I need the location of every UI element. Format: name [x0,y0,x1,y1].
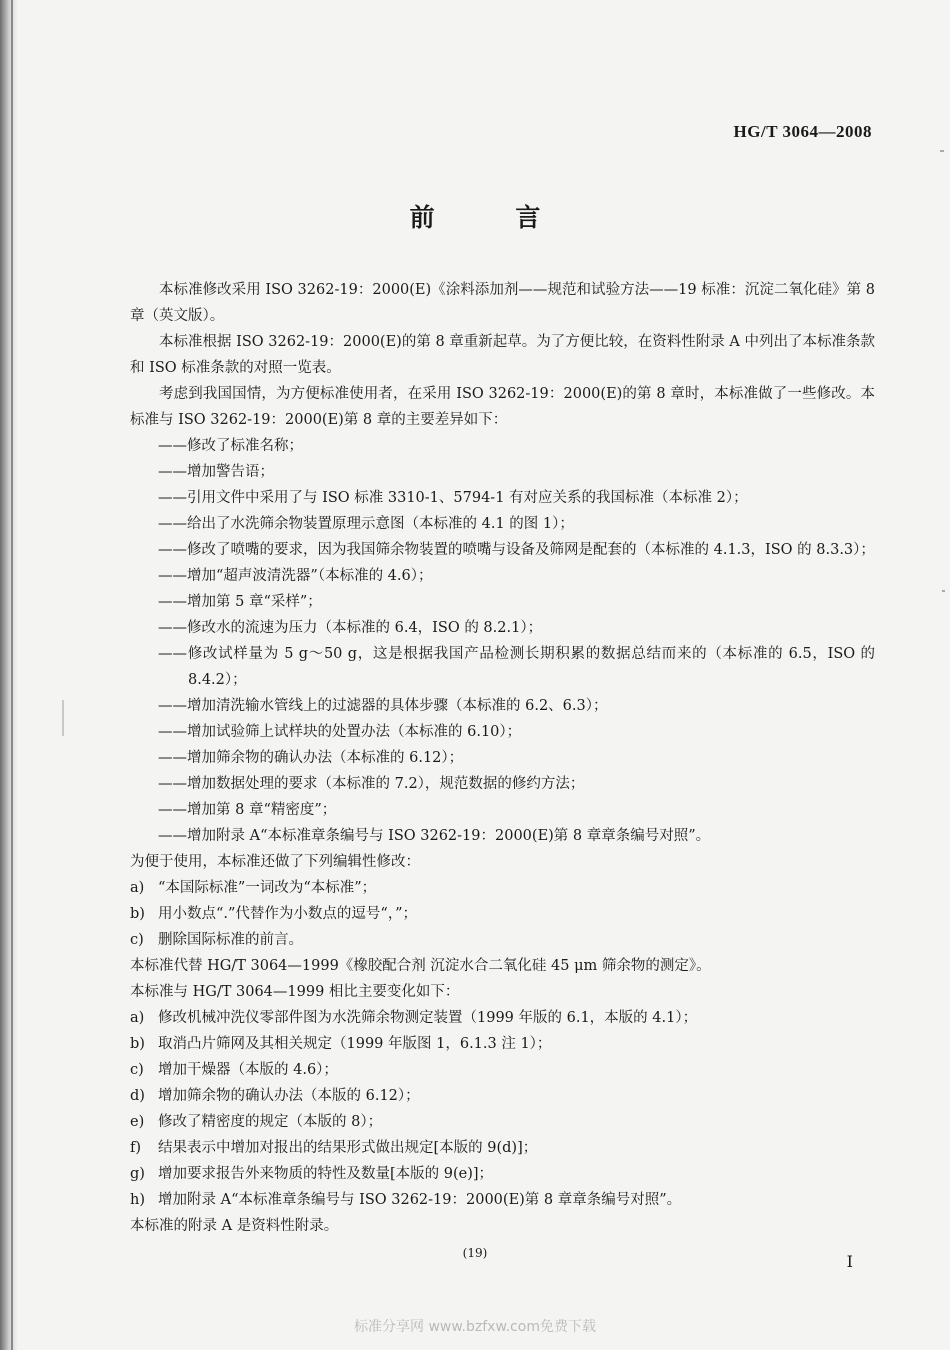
list-item [130,901,875,927]
item-text: 取消凸片筛网及其相关规定（1999 年版图 1，6.1.3 注 1）； [158,1036,552,1052]
list-item: ——修改了喷嘴的要求，因为我国筛余物装置的喷嘴与设备及筛网是配套的（本标准的 4.1.3，ISO 的 8.3.3）； [158,542,875,558]
item-text: 增加干燥器（本版的 4.6）； [158,1062,338,1078]
item-text: 删除国际标准的前言。 [158,932,303,948]
list-item: ——增加筛余物的确认办法（本标准的 6.12）； [158,750,464,766]
page-number: (19) [462,1246,488,1260]
item-text: 增加要求报告外来物质的特性及数量[本版的 9(e)]； [158,1166,494,1182]
list-item: ——增加警告语； [158,464,274,480]
standard-code: HG/T 3064—2008 [733,122,872,141]
replaces-statement: 本标准代替 HG/T 3064—1999《橡胶配合剂 沉淀水合二氧化硅 45 μm 筛余物的测定》。 [130,958,711,974]
item-label: b) [130,906,145,922]
list-item: ——增加清洗输水管线上的过滤器的具体步骤（本标准的 6.2、6.3）； [158,698,608,714]
list-item [130,1083,875,1109]
paragraph-modifications: 考虑到我国国情，为方便标准使用者，在采用 ISO 3262-19：2000(E)的第 8 章时，本标准做了一些修改。本标准与 ISO 3262-19：2000(E)第 8 章的主要差异如下： [130,386,875,428]
list-item: ——引用文件中采用了与 ISO 标准 3310-1、5794-1 有对应关系的我国标准（本标准 2）； [158,490,748,506]
list-item: ——增加附录 A“本标准章条编号与 ISO 3262-19：2000(E)第 8 章章条编号对照”。 [158,828,711,844]
list-item [130,875,875,901]
item-label: f) [130,1140,142,1156]
list-item: ——修改了标准名称； [158,438,303,454]
item-label: c) [130,1062,144,1078]
editorial-intro: 为便于使用，本标准还做了下列编辑性修改： [130,854,420,870]
item-label: e) [130,1114,145,1130]
list-item: ——增加试验筛上试样块的处置办法（本标准的 6.10）； [158,724,522,740]
annex-note: 本标准的附录 A 是资料性附录。 [130,1218,339,1234]
item-label: d) [130,1088,145,1104]
item-label: a) [130,880,145,896]
list-item: ——增加第 8 章“精密度”； [158,802,337,818]
list-item [130,1135,875,1161]
list-item [130,1187,875,1213]
list-item [130,1109,875,1135]
item-label: a) [130,1010,145,1026]
list-item: ——增加“超声波清洗器”（本标准的 4.6）； [158,568,433,584]
item-text: 修改机械冲洗仪零部件图为水洗筛余物测定装置（1999 年版的 6.1，本版的 4.1）； [158,1010,698,1026]
list-item: ——修改水的流速为压力（本标准的 6.4，ISO 的 8.2.1）； [158,620,543,636]
foreword-body [130,277,875,1239]
list-item: ——修改试样量为 5 g～50 g，这是根据我国产品检测长期积累的数据总结而来的（本标准的 6.5，ISO 的 8.4.2）； [158,646,875,688]
list-item [130,927,875,953]
watermark: 标准分享网 www.bzfxw.com免费下载 [354,1319,596,1335]
editorial-changes-list [130,875,875,953]
item-label: c) [130,932,144,948]
roman-page-number: I [846,1252,853,1271]
differences-list [130,433,875,849]
item-text: 结果表示中增加对报出的结果形式做出规定[本版的 9(d)]； [158,1140,538,1156]
list-item [130,1161,875,1187]
scan-speck [940,150,944,152]
item-label: g) [130,1166,145,1182]
scan-speck [62,700,64,736]
item-label: h) [130,1192,145,1208]
list-item: ——增加第 5 章“采样”； [158,594,322,610]
scan-speck [942,590,945,592]
list-item [130,1005,875,1031]
item-text: “本国际标准”一词改为“本标准”； [158,880,377,896]
paragraph-redrafting: 本标准根据 ISO 3262-19：2000(E)的第 8 章重新起草。为了方便比较，在资料性附录 A 中列出了本标准条款和 ISO 标准条款的对照一览表。 [130,334,875,376]
page-title: 前 言 [409,203,577,232]
changes-list [130,1005,875,1213]
item-text: 用小数点“.”代替作为小数点的逗号“，”； [158,906,418,922]
item-text: 修改了精密度的规定（本版的 8）； [158,1114,383,1130]
list-item [130,1031,875,1057]
item-text: 增加附录 A“本标准章条编号与 ISO 3262-19：2000(E)第 8 章章条编号对照”。 [158,1192,682,1208]
list-item: ——给出了水洗筛余物装置原理示意图（本标准的 4.1 的图 1）； [158,516,574,532]
item-text: 增加筛余物的确认办法（本版的 6.12）； [158,1088,420,1104]
list-item: ——增加数据处理的要求（本标准的 7.2），规范数据的修约方法； [158,776,585,792]
item-label: b) [130,1036,145,1052]
paragraph-adoption: 本标准修改采用 ISO 3262-19：2000(E)《涂料添加剂——规范和试验方法——19 标准：沉淀二氧化硅》第 8 章（英文版）。 [130,282,875,324]
changes-intro: 本标准与 HG/T 3064—1999 相比主要变化如下： [130,984,460,1000]
list-item [130,1057,875,1083]
